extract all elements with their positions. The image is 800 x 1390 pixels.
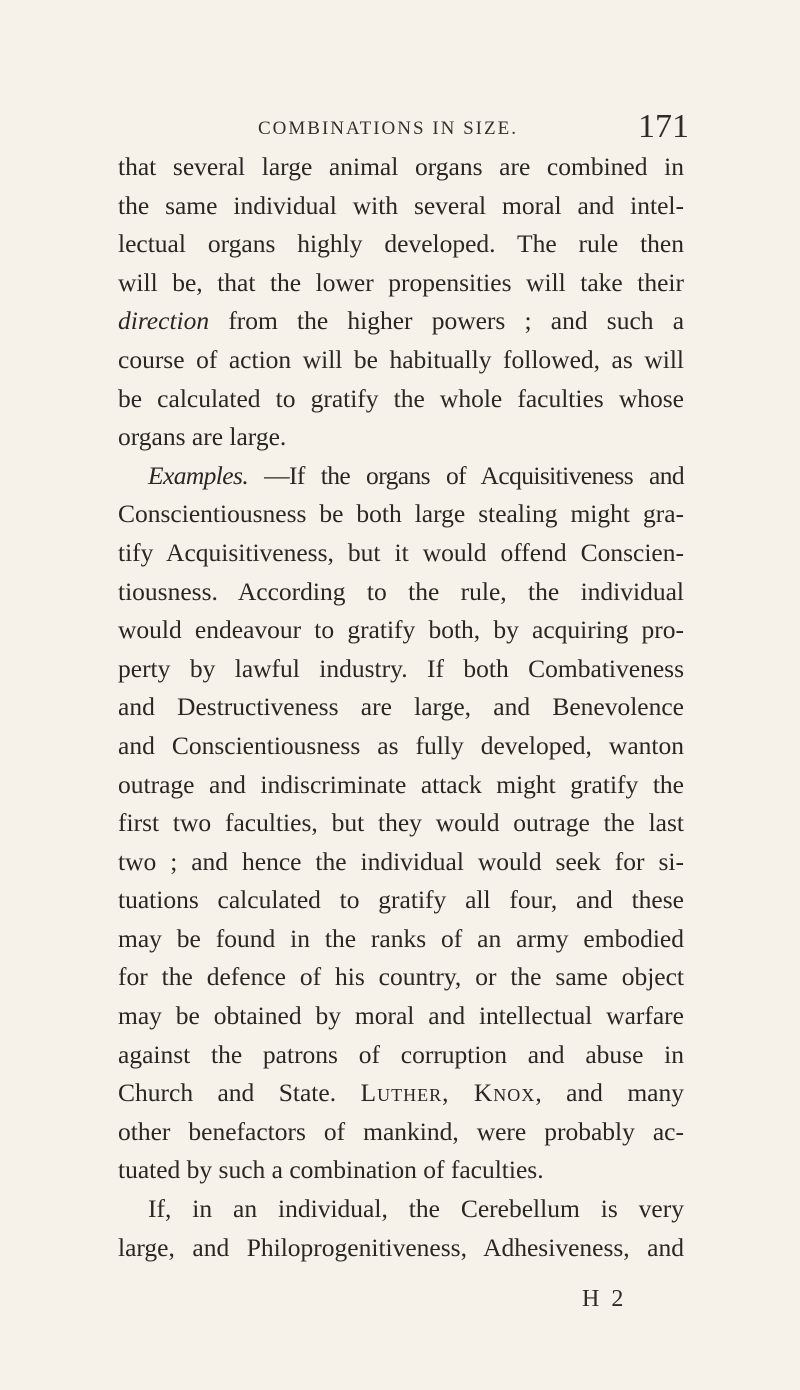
text-fragment: —If the organs of Acquisitiveness and	[264, 460, 684, 490]
text-line: two ; and hence the individual would seek for si-	[118, 846, 684, 876]
name-luther: Luther,	[360, 1078, 450, 1108]
text-line: other benefactors of mankind, were probably ac-	[118, 1116, 684, 1146]
text-line: against the patrons of corruption and abuse in	[118, 1039, 684, 1069]
text-line: will be, that the lower propensities will take their	[118, 267, 684, 297]
text-line: may be found in the ranks of an army embodied	[118, 923, 684, 953]
text-line: tify Acquisitiveness, but it would offend Conscien-	[118, 537, 684, 567]
signature-mark: H 2	[582, 1286, 627, 1312]
page-number: 171	[638, 108, 689, 145]
text-line: and Conscientiousness as fully developed, wanton	[118, 730, 684, 760]
text-line: the same individual with several moral and intel-	[118, 190, 684, 220]
text-line: may be obtained by moral and intellectual warfare	[118, 1001, 684, 1031]
text-fragment: from the higher powers ; and such a	[228, 306, 685, 336]
text-line: and Destructiveness are large, and Benevolence	[118, 692, 684, 722]
text-line: would endeavour to gratify both, by acquiring pro-	[118, 615, 684, 645]
text-line: outrage and indiscriminate attack might gratify the	[118, 769, 684, 799]
text-line: tuations calculated to gratify all four, and these	[118, 885, 684, 915]
running-head: COMBINATIONS IN SIZE.	[258, 118, 518, 139]
text-line: lectual organs highly developed. The rule then	[118, 229, 684, 259]
text-line: Conscientiousness be both large stealing might gra-	[118, 499, 684, 529]
italic-word: direction	[118, 306, 210, 336]
text-line: perty by lawful industry. If both Combativeness	[118, 653, 684, 683]
text-line	[118, 302, 684, 341]
text-line: that several large animal organs are combined in	[118, 152, 684, 181]
italic-heading: Examples.	[148, 460, 249, 490]
text-line: tuated by such a combination of faculties.	[118, 1155, 544, 1185]
text-fragment: Church and State.	[118, 1078, 337, 1108]
body-text	[118, 148, 684, 1267]
text-line	[118, 1074, 684, 1113]
text-line: be calculated to gratify the whole faculties whose	[118, 383, 684, 413]
name-knox: Knox	[473, 1078, 536, 1108]
text-line	[118, 457, 684, 496]
text-line: for the defence of his country, or the same object	[118, 962, 684, 992]
text-line: organs are large.	[118, 422, 287, 452]
text-line: large, and Philoprogenitiveness, Adhesiveness, and	[118, 1232, 684, 1262]
text-fragment: , and many	[535, 1078, 684, 1108]
text-line: first two faculties, but they would outrage the last	[118, 808, 684, 838]
text-line: course of action will be habitually followed, as will	[118, 344, 684, 374]
text-line: tiousness. According to the rule, the individual	[118, 576, 684, 606]
text-line: If, in an individual, the Cerebellum is very	[148, 1194, 684, 1224]
